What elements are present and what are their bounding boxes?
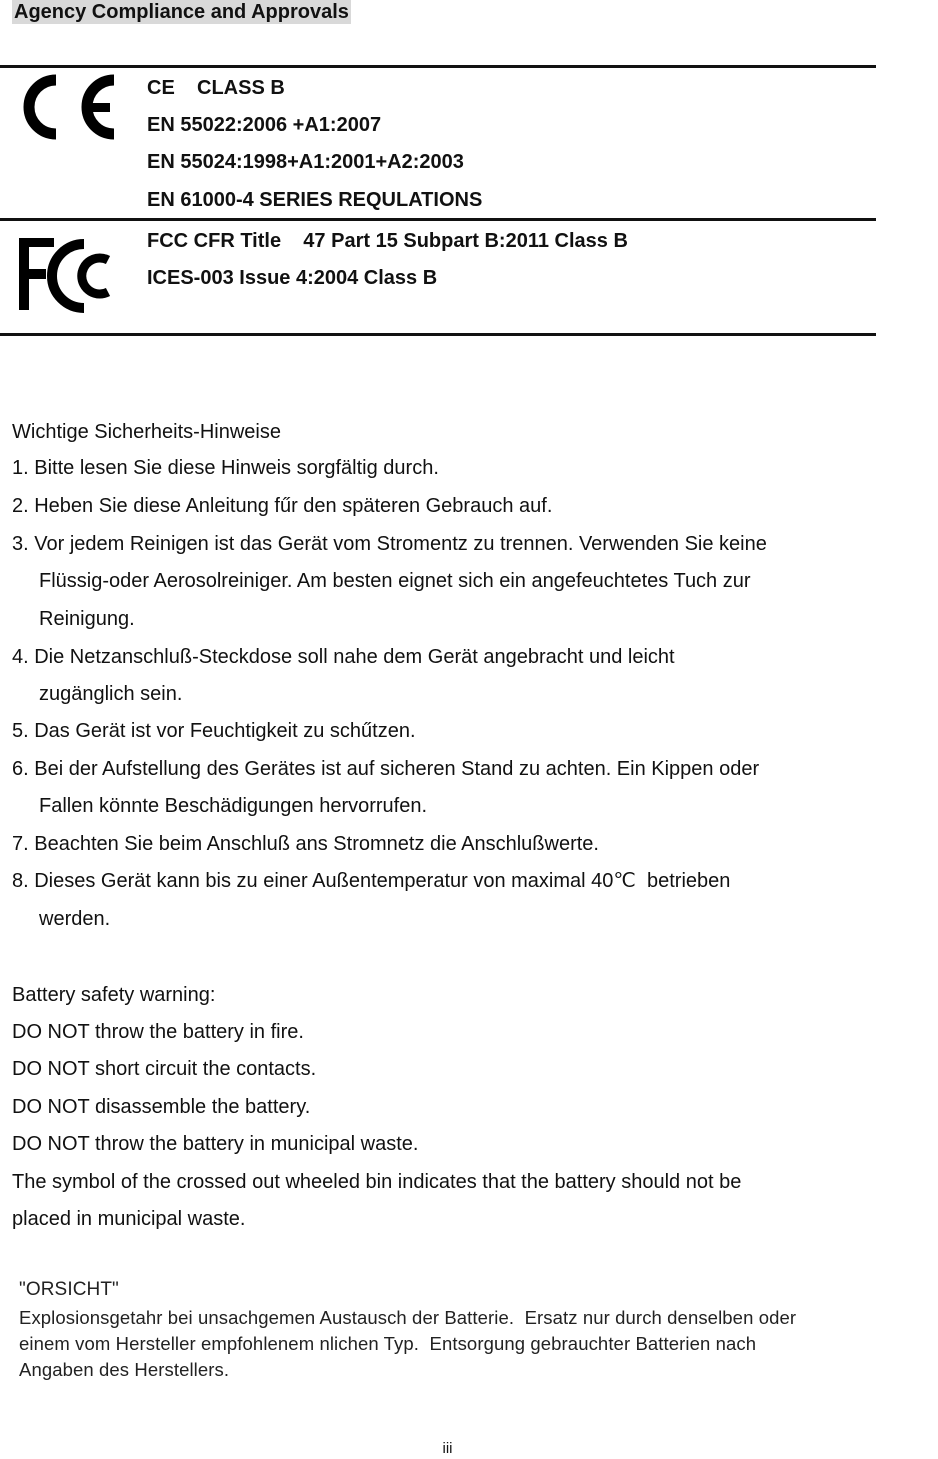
safety-title: Wichtige Sicherheits-Hinweise (12, 421, 281, 443)
safety-item-continued: Flüssig-oder Aerosolreiniger. Am besten eignet sich ein angefeuchtetes Tuch zur (39, 570, 751, 592)
safety-item: 2. Heben Sie diese Anleitung fűr den späteren Gebrauch auf. (12, 495, 553, 517)
page-number: iii (442, 1440, 453, 1457)
ce-cert-line: EN 55024:1998+A1:2001+A2:2003 (147, 151, 464, 173)
safety-item-continued: zugänglich sein. (39, 683, 183, 705)
battery-title: Battery safety warning: (12, 984, 216, 1006)
caution-line: Angaben des Herstellers. (19, 1359, 230, 1380)
safety-item: 1. Bitte lesen Sie diese Hinweis sorgfältig durch. (12, 457, 439, 479)
safety-item: 5. Das Gerät ist vor Feuchtigkeit zu schűtzen. (12, 720, 416, 742)
caution-line: Explosionsgetahr bei unsachgemen Austausch der Batterie. Ersatz nur durch denselben oder (19, 1307, 797, 1328)
safety-item-continued: Reinigung. (39, 608, 135, 630)
safety-item: 7. Beachten Sie beim Anschluß ans Stromnetz die Anschlußwerte. (12, 833, 599, 855)
battery-line: The symbol of the crossed out wheeled bin indicates that the battery should not be (12, 1171, 742, 1193)
battery-line: DO NOT disassemble the battery. (12, 1096, 311, 1118)
caution-line: einem vom Hersteller empfohlenem nlichen Typ. Entsorgung gebrauchter Batterien nach (19, 1333, 757, 1354)
safety-item: 4. Die Netzanschluß-Steckdose soll nahe dem Gerät angebracht und leicht (12, 646, 675, 668)
battery-line: placed in municipal waste. (12, 1208, 246, 1230)
top-rule (0, 65, 876, 68)
battery-line: DO NOT throw the battery in municipal waste. (12, 1133, 419, 1155)
ce-mark-icon (16, 72, 122, 142)
caution-title: "ORSICHT" (19, 1279, 119, 1300)
battery-line: DO NOT throw the battery in fire. (12, 1021, 304, 1043)
safety-item: 6. Bei der Aufstellung des Gerätes ist auf sicheren Stand zu achten. Ein Kippen oder (12, 758, 760, 780)
ce-cert-line: EN 61000-4 SERIES REQULATIONS (147, 189, 483, 211)
battery-line: DO NOT short circuit the contacts. (12, 1058, 317, 1080)
fcc-cert-line: ICES-003 Issue 4:2004 Class B (147, 267, 438, 289)
bottom-rule (0, 333, 876, 336)
ce-cert-line: CE CLASS B (147, 77, 285, 99)
fcc-cert-line: FCC CFR Title 47 Part 15 Subpart B:2011 Class B (147, 230, 628, 252)
safety-item: 3. Vor jedem Reinigen ist das Gerät vom Stromentz zu trennen. Verwenden Sie keine (12, 533, 767, 555)
section-heading: Agency Compliance and Approvals (14, 1, 349, 23)
safety-item-continued: Fallen könnte Beschädigungen hervorrufen. (39, 795, 428, 817)
safety-item: 8. Dieses Gerät kann bis zu einer Außentemperatur von maximal 40℃ betrieben (12, 870, 731, 892)
safety-item-continued: werden. (39, 908, 111, 930)
ce-cert-line: EN 55022:2006 +A1:2007 (147, 114, 382, 136)
middle-rule (0, 218, 876, 221)
fcc-logo-icon (18, 238, 122, 314)
